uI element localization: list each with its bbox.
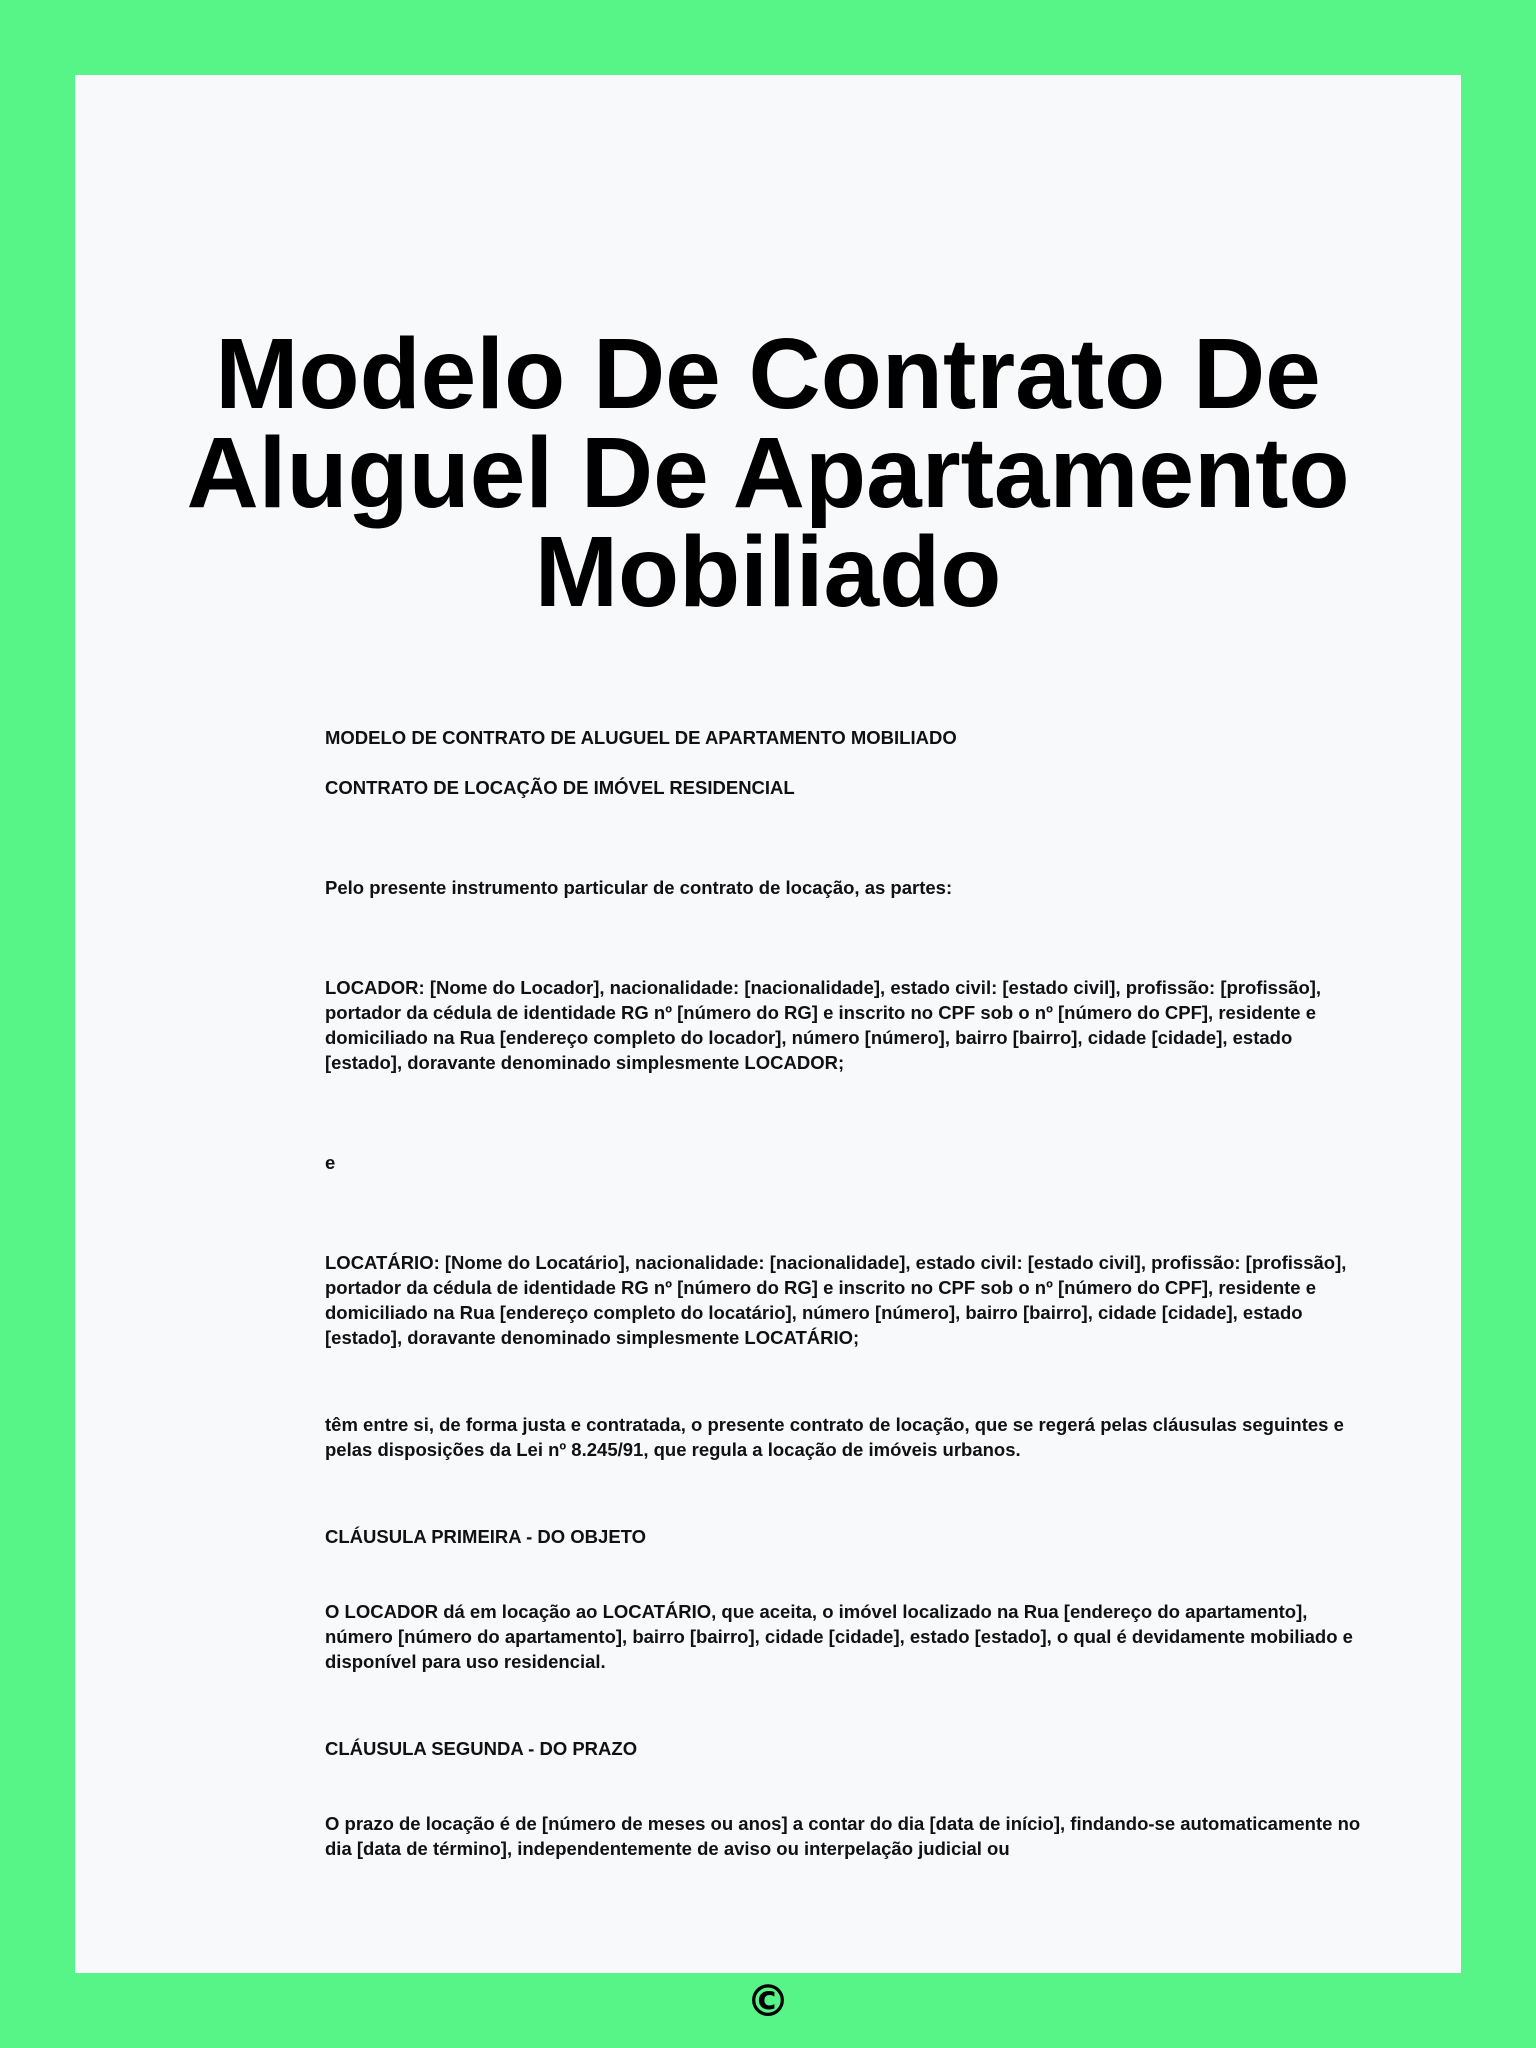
document-page — [75, 75, 1461, 2027]
title-line: Mobiliado — [534, 516, 1002, 628]
locatario-paragraph: LOCATÁRIO: [Nome do Locatário], nacionalidade: [nacionalidade], estado civil: [estado civil], profissão: [profissão], portador da cédula de identidade RG nº [número do RG] e inscrito no CPF sob o nº [número do CPF], residente e domiciliado na Rua [endereço completo do locatário], número [número], bairro [bairro], cidade [cidade], estado [estado], doravante denominado simplesmente LOCATÁRIO; — [325, 1252, 1347, 1348]
clause-two-text: O prazo de locação é de [número de meses ou anos] a contar do dia [data de início], findando-se automaticamente no dia [data de término], independentemente de aviso ou interpelação judicial ou — [325, 1813, 1361, 1859]
locador-paragraph: LOCADOR: [Nome do Locador], nacionalidade: [nacionalidade], estado civil: [estado civil], profissão: [profissão], portador da cédula de identidade RG nº [número do RG] e inscrito no CPF sob o nº [número do CPF], residente e domiciliado na Rua [endereço completo do locador], número [número], bairro [bairro], cidade [cidade], estado [estado], doravante denominado simplesmente LOCADOR; — [325, 977, 1322, 1073]
title-line: Aluguel De Apartamento — [186, 417, 1350, 529]
document-body — [325, 725, 1365, 1861]
clause-one-text: O LOCADOR dá em locação ao LOCATÁRIO, que aceita, o imóvel localizado na Rua [endereço do apartamento], número [número do apartamento], bairro [bairro], cidade [cidade], estado [estado], o qual é devidamente mobiliado e disponível para uso residencial. — [325, 1601, 1353, 1672]
clause-one-heading: CLÁUSULA PRIMEIRA - DO OBJETO — [325, 1526, 647, 1547]
contract-subheading: CONTRATO DE LOCAÇÃO DE IMÓVEL RESIDENCIAL — [325, 777, 795, 798]
contract-heading: MODELO DE CONTRATO DE ALUGUEL DE APARTAMENTO MOBILIADO — [325, 727, 957, 748]
title-line: Modelo De Contrato De — [215, 318, 1321, 430]
intro-paragraph: Pelo presente instrumento particular de contrato de locação, as partes: — [325, 877, 953, 898]
agreement-paragraph: têm entre si, de forma justa e contratada, o presente contrato de locação, que se regerá pelas cláusulas seguintes e pelas disposições da Lei nº 8.245/91, que regula a locação de imóveis urbanos. — [325, 1414, 1344, 1460]
conjunction-paragraph: e — [325, 1152, 336, 1173]
document-title — [75, 318, 1461, 628]
clause-two-heading: CLÁUSULA SEGUNDA - DO PRAZO — [325, 1738, 638, 1759]
copyright-icon: © — [746, 1976, 790, 2027]
